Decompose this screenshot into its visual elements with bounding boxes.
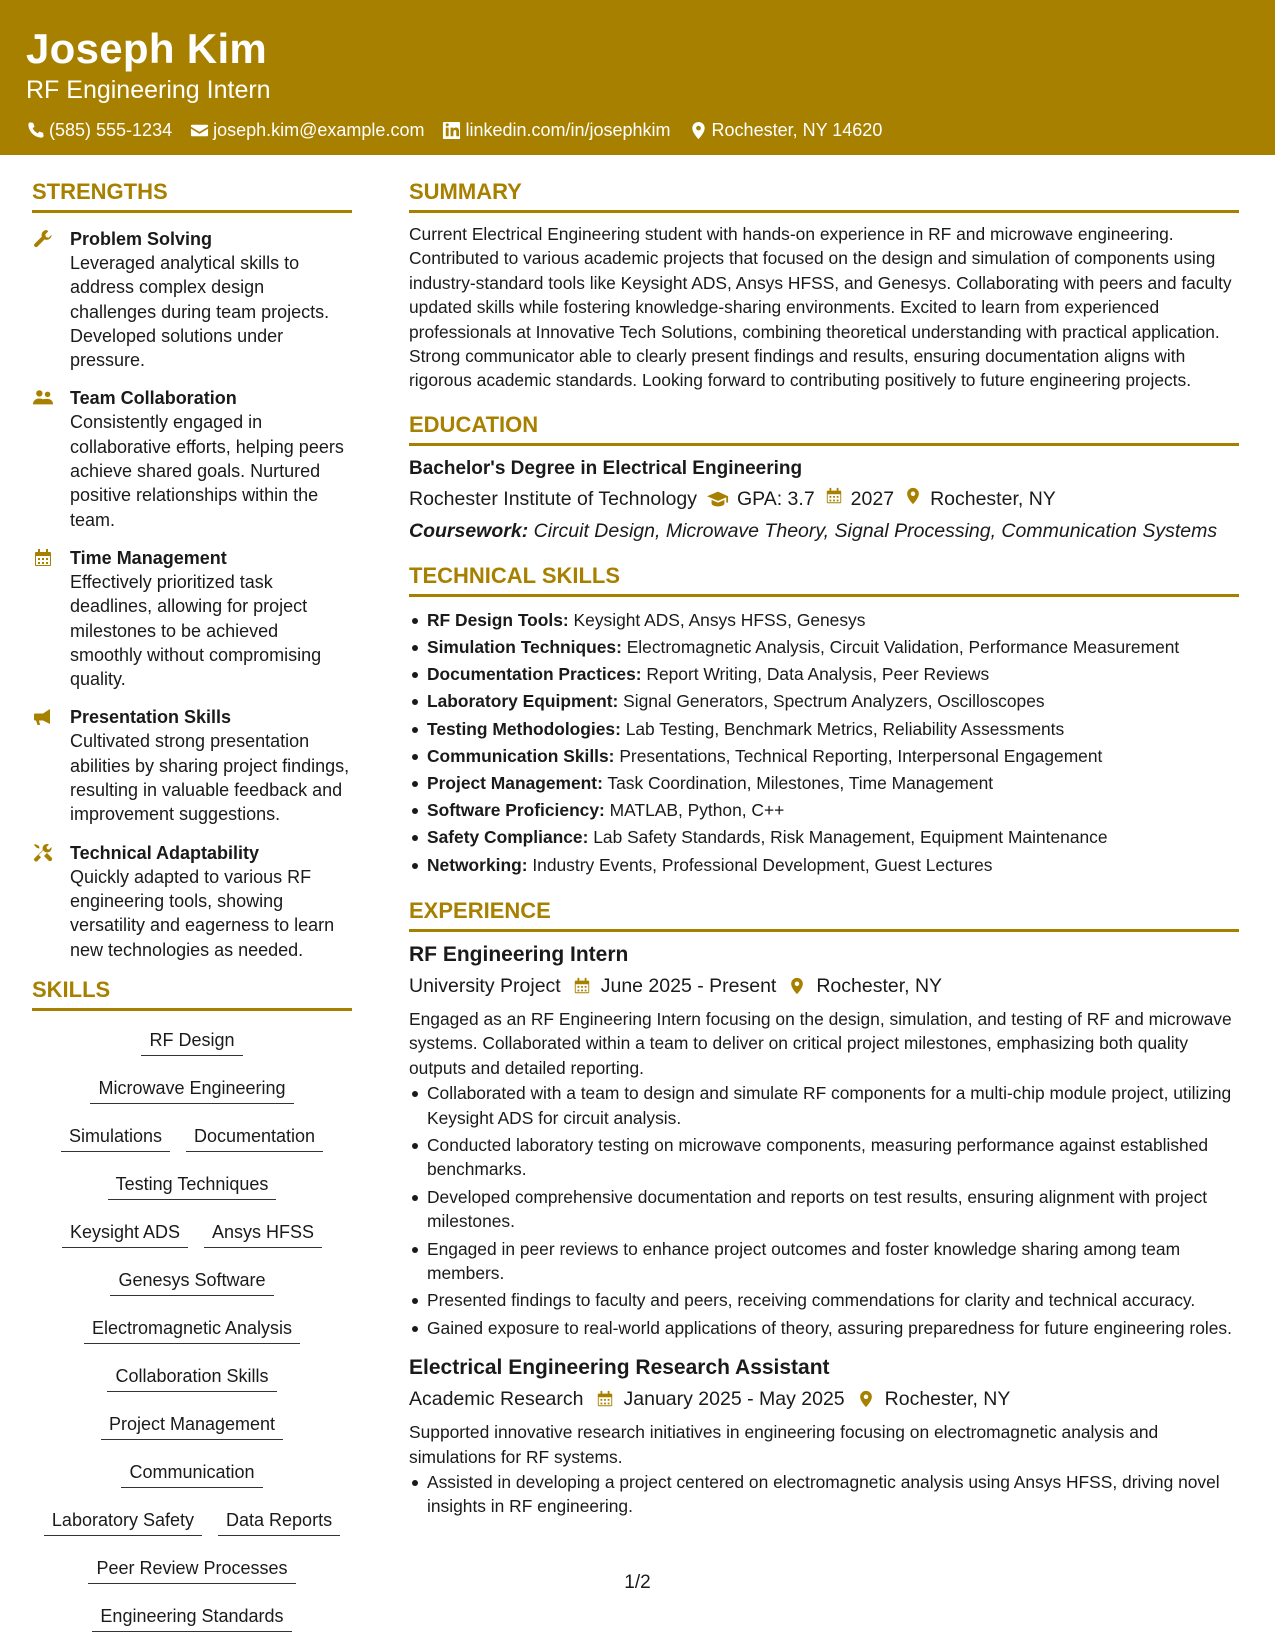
tech-skill-value: Lab Testing, Benchmark Metrics, Reliability Assessments bbox=[625, 718, 1065, 739]
tech-skill-item bbox=[409, 743, 1239, 770]
calendar-icon bbox=[596, 1389, 614, 1409]
strengths-heading: STRENGTHS bbox=[32, 178, 352, 213]
left-column bbox=[32, 178, 352, 1647]
megaphone-icon bbox=[32, 707, 54, 727]
gpa-text: GPA: 3.7 bbox=[736, 488, 815, 511]
strength-title: Problem Solving bbox=[70, 229, 213, 249]
job-entry bbox=[409, 941, 1239, 1340]
tech-skill-label: Laboratory Equipment: bbox=[427, 691, 619, 712]
tech-skill-label: Project Management: bbox=[427, 773, 603, 794]
job-bullet: Developed comprehensive documentation and reports on test results, ensuring alignment with project milestones. bbox=[409, 1185, 1239, 1234]
skill-chip: Electromagnetic Analysis bbox=[84, 1311, 300, 1344]
contact-linkedin[interactable] bbox=[442, 120, 670, 141]
page-number: 1/2 bbox=[624, 1572, 651, 1593]
strength-item bbox=[32, 227, 352, 372]
wrench-icon bbox=[32, 229, 54, 249]
tech-skill-label: Networking: bbox=[427, 854, 528, 875]
job-bullet: Collaborated with a team to design and simulate RF components for a multi-chip module project, utilizing Keysight ADS for circuit analysis. bbox=[409, 1081, 1239, 1130]
graduation-year: 2027 bbox=[850, 488, 895, 511]
tech-skill-item bbox=[409, 661, 1239, 688]
right-column bbox=[409, 178, 1239, 1522]
tech-skill-value: Keysight ADS, Ansys HFSS, Genesys bbox=[573, 609, 866, 630]
linkedin-icon bbox=[442, 121, 461, 140]
strengths-section bbox=[32, 178, 352, 962]
strength-desc: Effectively prioritized task deadlines, allowing for project milestones to be achieved smoothly without compromising quality. bbox=[70, 571, 322, 690]
map-pin-icon bbox=[788, 976, 806, 996]
skill-chip: Documentation bbox=[186, 1119, 323, 1152]
coursework-line bbox=[409, 518, 1239, 544]
contact-phone[interactable] bbox=[26, 120, 172, 141]
skill-chip: Genesys Software bbox=[110, 1263, 273, 1296]
strength-item bbox=[32, 841, 352, 962]
tools-icon bbox=[32, 843, 54, 863]
tech-skill-item bbox=[409, 688, 1239, 715]
skill-chip: Microwave Engineering bbox=[90, 1071, 293, 1104]
strength-item bbox=[32, 546, 352, 691]
job-bullet: Engaged in peer reviews to enhance project outcomes and foster knowledge sharing among team members. bbox=[409, 1237, 1239, 1286]
skills-heading: SKILLS bbox=[32, 976, 352, 1011]
calendar-icon bbox=[32, 548, 54, 568]
strength-desc: Consistently engaged in collaborative efforts, helping peers achieve shared goals. Nurtured positive relationships within the team. bbox=[70, 412, 344, 530]
tech-skill-label: RF Design Tools: bbox=[427, 609, 569, 630]
experience-heading: EXPERIENCE bbox=[409, 897, 1239, 932]
tech-skill-value: MATLAB, Python, C++ bbox=[609, 800, 785, 821]
tech-skill-value: Report Writing, Data Analysis, Peer Reviews bbox=[646, 664, 990, 685]
job-description: Engaged as an RF Engineering Intern focusing on the design, simulation, and testing of RF and microwave systems. Collaborated within a team to deliver on critical project milestones, emphasizing both quality outputs and detailed reporting. bbox=[409, 1008, 1232, 1078]
tech-skill-item bbox=[409, 634, 1239, 661]
resume-header bbox=[0, 0, 1275, 155]
job-dates: June 2025 - Present bbox=[600, 974, 777, 997]
strength-title: Time Management bbox=[70, 547, 227, 568]
school-name: Rochester Institute of Technology bbox=[409, 488, 697, 511]
tech-skill-value: Lab Safety Standards, Risk Management, Equipment Maintenance bbox=[593, 827, 1108, 848]
education-section bbox=[409, 411, 1239, 544]
degree-title: Bachelor's Degree in Electrical Engineering bbox=[409, 457, 803, 479]
map-pin-icon bbox=[857, 1389, 875, 1409]
calendar-icon bbox=[825, 486, 843, 506]
candidate-name: Joseph Kim bbox=[26, 25, 268, 72]
tech-skill-label: Simulation Techniques: bbox=[427, 637, 622, 658]
experience-section bbox=[409, 897, 1239, 1519]
summary-text: Current Electrical Engineering student with hands-on experience in RF and microwave engineering. Contributed to various academic projects that focused on the design and simulation of components using industry-standard tools like Keysight ADS, Ansys HFSS, and Genesys. Collaborating with peers and faculty updated skills while fostering knowledge-sharing environments. Excited to learn from experienced professionals at Innovative Tech Solutions, combining theoretical understanding with practical application. Strong communicator able to clearly present findings and results, ensuring documentation aligns with rigorous academic standards. Looking forward to contributing positively to future engineering projects. bbox=[409, 224, 1232, 391]
job-meta bbox=[409, 973, 1239, 999]
users-icon bbox=[32, 388, 54, 408]
tech-skill-item bbox=[409, 716, 1239, 743]
strength-item bbox=[32, 386, 352, 531]
skill-chip: Communication bbox=[121, 1455, 262, 1488]
summary-section bbox=[409, 178, 1239, 393]
job-bullet: Presented findings to faculty and peers, receiving commendations for clarity and technical accuracy. bbox=[409, 1288, 1239, 1312]
map-pin-icon bbox=[689, 121, 708, 140]
skill-chip: Ansys HFSS bbox=[204, 1215, 322, 1248]
tech-skill-value: Presentations, Technical Reporting, Interpersonal Engagement bbox=[619, 745, 1103, 766]
skill-chip: Keysight ADS bbox=[62, 1215, 188, 1248]
strength-desc: Leveraged analytical skills to address complex design challenges during team projects. Developed solutions under pressure. bbox=[70, 253, 330, 371]
envelope-icon bbox=[190, 121, 209, 140]
tech-skill-label: Software Proficiency: bbox=[427, 800, 605, 821]
technical-skills-section bbox=[409, 562, 1239, 879]
map-pin-icon bbox=[904, 486, 922, 506]
education-heading: EDUCATION bbox=[409, 411, 1239, 446]
skill-chip: Engineering Standards bbox=[92, 1599, 291, 1632]
email-text: joseph.kim@example.com bbox=[213, 120, 425, 140]
skill-chip: Data Reports bbox=[218, 1503, 340, 1536]
job-entry bbox=[409, 1354, 1239, 1519]
skills-section bbox=[32, 976, 352, 1647]
summary-heading: SUMMARY bbox=[409, 178, 1239, 213]
job-description: Supported innovative research initiatives in engineering focusing on electromagnetic analysis and simulations for RF systems. bbox=[409, 1422, 1159, 1467]
graduation-cap-icon bbox=[707, 489, 729, 509]
strength-title: Technical Adaptability bbox=[70, 842, 260, 863]
strength-title: Presentation Skills bbox=[70, 707, 232, 728]
job-org: University Project bbox=[409, 974, 561, 997]
tech-skill-label: Safety Compliance: bbox=[427, 827, 589, 848]
job-title: RF Engineering Intern bbox=[409, 942, 629, 966]
tech-skill-label: Testing Methodologies: bbox=[427, 718, 621, 739]
tech-skill-item bbox=[409, 852, 1239, 879]
skill-chip: Project Management bbox=[101, 1407, 283, 1440]
tech-skill-value: Industry Events, Professional Development, Guest Lectures bbox=[532, 854, 993, 875]
skill-chip: Collaboration Skills bbox=[107, 1359, 276, 1392]
job-bullet: Gained exposure to real-world applications of theory, assuring preparedness for future engineering roles. bbox=[409, 1316, 1239, 1340]
job-dates: January 2025 - May 2025 bbox=[623, 1388, 845, 1411]
job-location: Rochester, NY bbox=[816, 974, 943, 997]
tech-skill-item bbox=[409, 824, 1239, 851]
contact-bar bbox=[26, 120, 1249, 141]
tech-skill-value: Signal Generators, Spectrum Analyzers, Oscilloscopes bbox=[623, 691, 1045, 712]
tech-skill-value: Task Coordination, Milestones, Time Management bbox=[607, 773, 994, 794]
contact-email[interactable] bbox=[190, 120, 424, 141]
skill-chip: Simulations bbox=[61, 1119, 170, 1152]
skill-chip: Peer Review Processes bbox=[88, 1551, 295, 1584]
linkedin-text: linkedin.com/in/josephkim bbox=[465, 120, 671, 140]
strength-item bbox=[32, 705, 352, 826]
job-location: Rochester, NY bbox=[884, 1388, 1011, 1411]
tech-skill-item bbox=[409, 607, 1239, 634]
contact-location bbox=[689, 120, 883, 141]
skill-chip: Testing Techniques bbox=[108, 1167, 277, 1200]
strength-desc: Quickly adapted to various RF engineering tools, showing versatility and eagerness to learn new technologies as needed. bbox=[70, 866, 335, 960]
skill-chip: Laboratory Safety bbox=[44, 1503, 202, 1536]
location-text: Rochester, NY 14620 bbox=[711, 120, 883, 140]
technical-skills-heading: TECHNICAL SKILLS bbox=[409, 562, 1239, 597]
tech-skill-item bbox=[409, 770, 1239, 797]
job-meta bbox=[409, 1386, 1239, 1412]
job-bullet: Conducted laboratory testing on microwave components, measuring performance against established benchmarks. bbox=[409, 1133, 1239, 1182]
strength-desc: Cultivated strong presentation abilities by sharing project findings, resulting in valuable feedback and improvement suggestions. bbox=[70, 731, 350, 825]
tech-skill-item bbox=[409, 797, 1239, 824]
candidate-role: RF Engineering Intern bbox=[26, 76, 271, 104]
phone-text: (585) 555-1234 bbox=[49, 120, 173, 140]
tech-skill-label: Documentation Practices: bbox=[427, 664, 642, 685]
coursework-label: Coursework: bbox=[409, 519, 529, 542]
job-org: Academic Research bbox=[409, 1388, 584, 1411]
tech-skill-label: Communication Skills: bbox=[427, 745, 615, 766]
education-meta bbox=[409, 486, 1239, 513]
skill-chip: RF Design bbox=[141, 1023, 242, 1056]
strength-title: Team Collaboration bbox=[70, 388, 237, 409]
phone-icon bbox=[26, 121, 45, 140]
job-bullet: Assisted in developing a project centered on electromagnetic analysis using Ansys HFSS, driving novel insights in RF engineering. bbox=[409, 1470, 1239, 1519]
tech-skill-value: Electromagnetic Analysis, Circuit Validation, Performance Measurement bbox=[626, 637, 1180, 658]
calendar-icon bbox=[573, 976, 591, 996]
coursework-text: Circuit Design, Microwave Theory, Signal Processing, Communication Systems bbox=[533, 519, 1218, 542]
job-title: Electrical Engineering Research Assistant bbox=[409, 1356, 830, 1380]
school-location: Rochester, NY bbox=[930, 488, 1056, 511]
